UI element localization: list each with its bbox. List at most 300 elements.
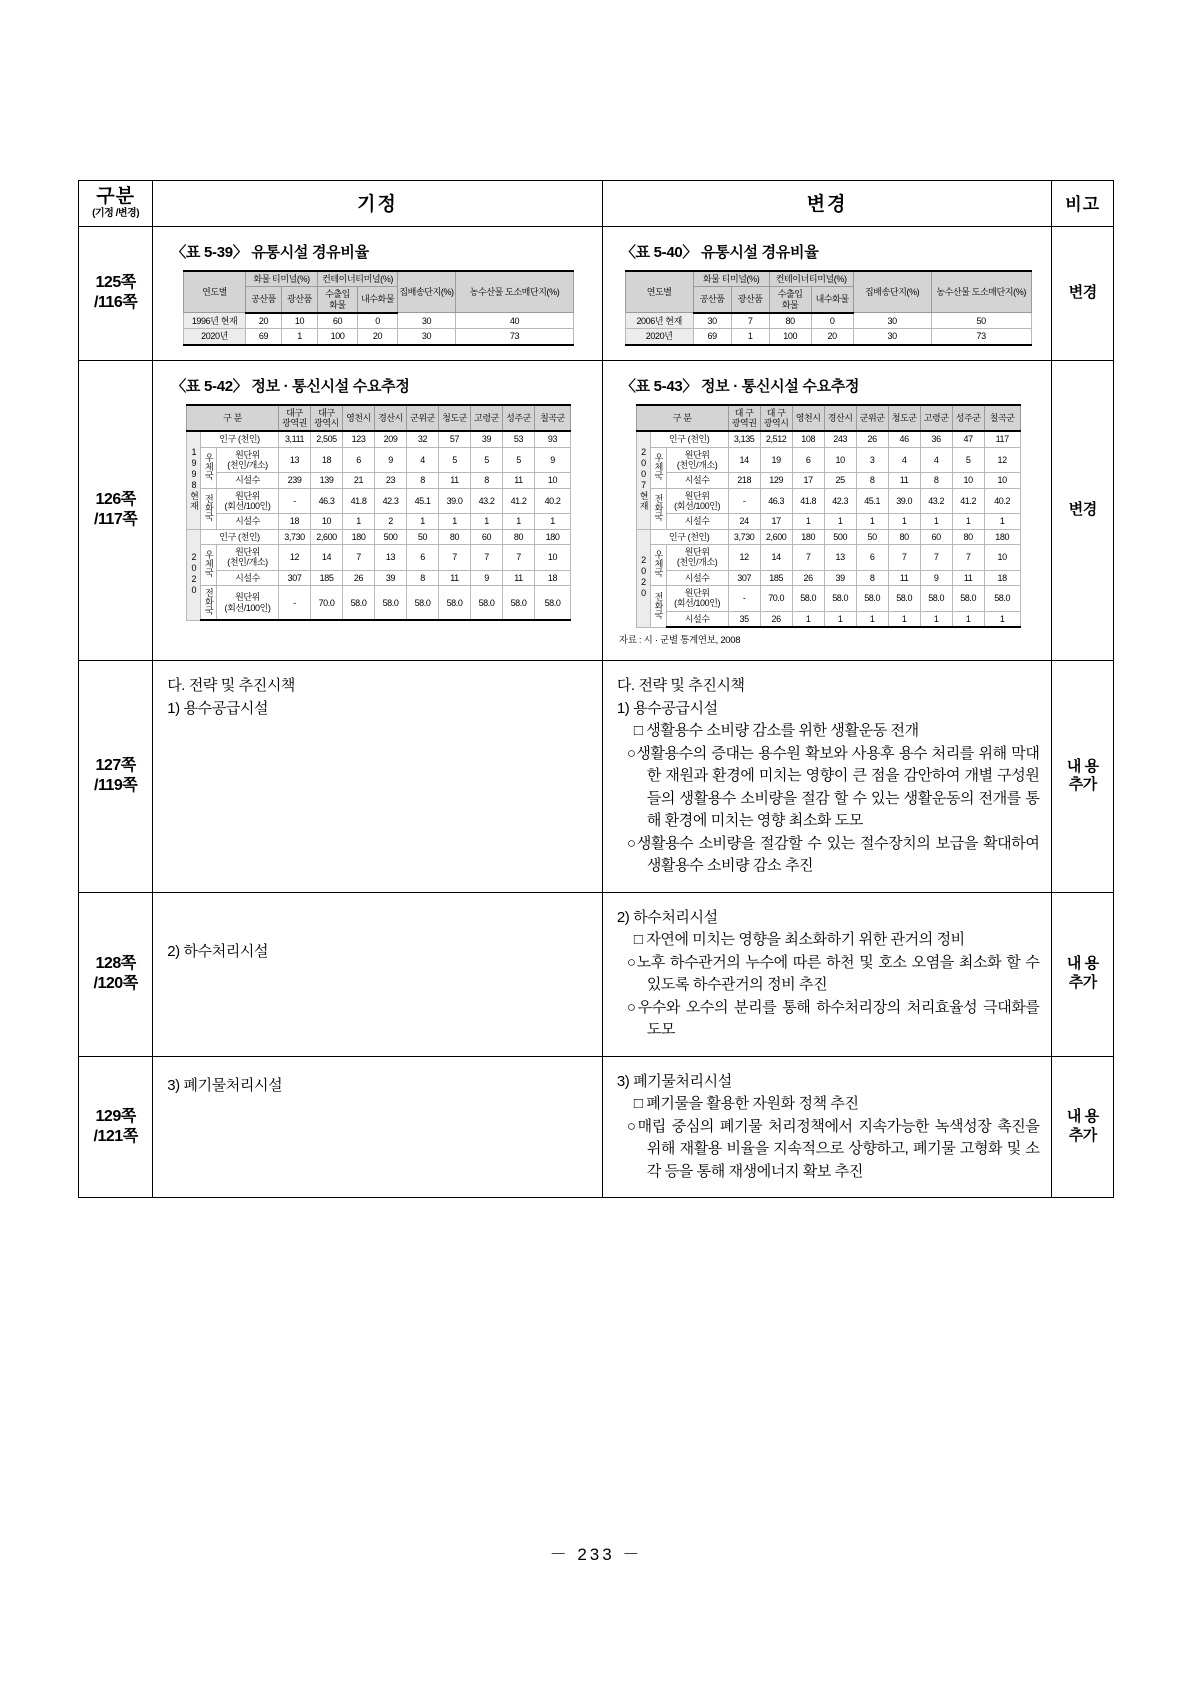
- data-cell: 50: [931, 313, 1031, 329]
- data-cell: 46: [888, 431, 920, 447]
- data-row: [184, 313, 574, 329]
- table-row: [79, 226, 1114, 360]
- col-header-year: 연도별: [625, 271, 693, 313]
- data-cell: 1: [824, 514, 856, 529]
- data-cell: 13: [375, 545, 407, 571]
- header-existing-label: 기정: [357, 194, 398, 216]
- data-cell: 26: [792, 570, 824, 585]
- data-cell: 4: [407, 447, 439, 473]
- table-row: [79, 360, 1114, 661]
- page-reference: 129쪽 /121쪽: [79, 1056, 153, 1198]
- data-cell: 58.0: [375, 586, 407, 621]
- data-cell: 7: [503, 545, 535, 571]
- data-cell: 7: [952, 545, 984, 571]
- table-row: [79, 1056, 1114, 1198]
- section-127-existing-text: [167, 675, 590, 720]
- section-128-existing-text: [167, 907, 590, 964]
- data-cell: 180: [535, 529, 571, 544]
- row-label: 시설수: [666, 473, 728, 488]
- data-cell: 80: [952, 529, 984, 544]
- data-cell: 1: [792, 514, 824, 529]
- row-label: 시설수: [217, 473, 279, 488]
- data-cell: 43.2: [471, 488, 503, 514]
- data-cell: 46.3: [760, 488, 792, 514]
- data-cell: 1: [888, 514, 920, 529]
- data-cell: 58.0: [856, 586, 888, 612]
- data-cell: 123: [343, 431, 375, 447]
- caption-table-5-40: 〈표 5-40〉 유통시설 경유비율: [620, 243, 819, 261]
- data-cell: 50: [407, 529, 439, 544]
- data-cell: 1: [471, 514, 503, 529]
- data-cell: 80: [439, 529, 471, 544]
- data-cell: 8: [407, 473, 439, 488]
- data-header-row: [625, 271, 1031, 287]
- remarks-cell: 내 용 추가: [1052, 661, 1114, 893]
- row-category: 우체국: [650, 447, 666, 488]
- source-note: 자료 : 시 · 군별 통계연보, 2008: [618, 635, 741, 647]
- data-cell: 80: [888, 529, 920, 544]
- data-cell: 30: [853, 329, 931, 345]
- data-cell: 185: [311, 570, 343, 585]
- header-gubun-subtitle: (기정 /변경): [92, 207, 140, 219]
- page-footer: － 233 －: [549, 1545, 643, 1564]
- row-label: 2020년: [184, 329, 246, 345]
- col-header-cargo-terminal: 화물 티미널(%): [693, 271, 769, 287]
- col-header-region: 청도군: [888, 405, 920, 432]
- row-category: 우체국: [201, 447, 217, 488]
- section-heading: 2) 하수처리시설: [167, 942, 269, 960]
- data-cell: 14: [728, 447, 760, 473]
- section-bullet-square: □ 폐기물을 활용한 자원화 정책 추진: [633, 1095, 859, 1113]
- cell-existing-542: [153, 360, 603, 661]
- row-label: 2006년 현재: [625, 313, 693, 329]
- data-cell: 11: [439, 570, 471, 585]
- page-reference: 128쪽 /120쪽: [79, 892, 153, 1056]
- data-cell: 8: [856, 473, 888, 488]
- row-category: 전화국: [201, 586, 217, 621]
- data-cell: 307: [279, 570, 311, 585]
- data-cell: 1: [856, 514, 888, 529]
- data-cell: 11: [439, 473, 471, 488]
- col-header-region: 대구 광역권: [279, 405, 311, 432]
- section-heading: 2) 하수처리시설: [616, 908, 718, 926]
- data-cell: 45.1: [856, 488, 888, 514]
- data-cell: 7: [792, 545, 824, 571]
- data-cell: 20: [811, 329, 853, 345]
- table-header-row: [79, 181, 1114, 227]
- data-cell: 24: [728, 514, 760, 529]
- comparison-table: [78, 180, 1114, 1198]
- row-label: 시설수: [217, 514, 279, 529]
- data-row: [636, 545, 1020, 571]
- data-cell: 10: [282, 313, 318, 329]
- data-cell: 9: [920, 570, 952, 585]
- data-row: [187, 586, 571, 621]
- data-row: [636, 611, 1020, 627]
- data-cell: 41.8: [343, 488, 375, 514]
- data-cell: 42.3: [824, 488, 856, 514]
- header-remarks-cell: [1052, 181, 1114, 227]
- data-cell: 73: [931, 329, 1031, 345]
- row-label: 원단위 (회선/100인): [217, 488, 279, 514]
- data-cell: 60: [471, 529, 503, 544]
- data-row: [625, 329, 1031, 345]
- data-cell: 9: [375, 447, 407, 473]
- section-heading: 1) 용수공급시설: [167, 699, 269, 717]
- row-group-year: 1998현재: [187, 431, 201, 529]
- data-cell: 6: [343, 447, 375, 473]
- data-cell: 30: [398, 313, 456, 329]
- row-label: 1996년 현재: [184, 313, 246, 329]
- data-cell: 10: [311, 514, 343, 529]
- data-row: [187, 529, 571, 544]
- data-cell: 3,111: [279, 431, 311, 447]
- col-header-region: 경산시: [375, 405, 407, 432]
- section-heading: 다. 전략 및 추진시책: [616, 677, 745, 695]
- cell-changed-sec128: [602, 892, 1052, 1056]
- data-cell: 39.0: [888, 488, 920, 514]
- data-cell: 17: [792, 473, 824, 488]
- data-cell: 10: [824, 447, 856, 473]
- data-cell: 10: [984, 473, 1020, 488]
- data-cell: 58.0: [984, 586, 1020, 612]
- row-group-year: 2020: [187, 529, 201, 620]
- data-row: [187, 431, 571, 447]
- data-cell: 69: [246, 329, 282, 345]
- data-cell: 1: [407, 514, 439, 529]
- data-cell: 41.2: [503, 488, 535, 514]
- data-cell: 39: [824, 570, 856, 585]
- header-existing-cell: [153, 181, 603, 227]
- col-header-gubun: 구 분: [636, 405, 728, 432]
- data-cell: 8: [471, 473, 503, 488]
- data-cell: 12: [728, 545, 760, 571]
- data-cell: 26: [760, 611, 792, 627]
- data-cell: 11: [503, 473, 535, 488]
- data-cell: 7: [439, 545, 471, 571]
- row-label-population: 인구 (천인): [650, 529, 728, 544]
- data-cell: 8: [407, 570, 439, 585]
- data-cell: 1: [920, 514, 952, 529]
- table-row: [79, 661, 1114, 893]
- data-cell: 218: [728, 473, 760, 488]
- data-cell: 5: [439, 447, 471, 473]
- data-cell: 73: [456, 329, 574, 345]
- data-cell: 14: [760, 545, 792, 571]
- section-heading: 3) 폐기물처리시설: [167, 1076, 283, 1094]
- data-cell: 5: [471, 447, 503, 473]
- data-cell: 7: [888, 545, 920, 571]
- data-cell: 30: [693, 313, 731, 329]
- data-cell: 1: [824, 611, 856, 627]
- data-cell: 2,600: [311, 529, 343, 544]
- cell-changed-543: [602, 360, 1052, 661]
- data-cell: 58.0: [535, 586, 571, 621]
- data-cell: -: [728, 488, 760, 514]
- data-row: [187, 473, 571, 488]
- col-header-region: 경산시: [824, 405, 856, 432]
- data-cell: 129: [760, 473, 792, 488]
- data-table-5-43: [636, 404, 1021, 629]
- cell-existing-sec129: [153, 1056, 603, 1198]
- col-header-agri-market: 농수산물 도소매단지(%): [456, 271, 574, 313]
- data-cell: 25: [824, 473, 856, 488]
- data-cell: 41.8: [792, 488, 824, 514]
- col-header-region: 고령군: [920, 405, 952, 432]
- data-cell: 1: [920, 611, 952, 627]
- data-cell: 10: [952, 473, 984, 488]
- data-cell: 1: [792, 611, 824, 627]
- row-label: 2020년: [625, 329, 693, 345]
- row-label: 시설수: [217, 570, 279, 585]
- data-cell: 47: [952, 431, 984, 447]
- data-cell: 12: [984, 447, 1020, 473]
- data-cell: 58.0: [343, 586, 375, 621]
- data-row: [187, 545, 571, 571]
- row-label: 원단위 (회선/100인): [666, 488, 728, 514]
- data-cell: 6: [407, 545, 439, 571]
- data-cell: 58.0: [439, 586, 471, 621]
- data-cell: 58.0: [792, 586, 824, 612]
- remarks-cell: 내 용 추가: [1052, 1056, 1114, 1198]
- col-subheader: 광산품: [731, 287, 769, 313]
- data-cell: 500: [824, 529, 856, 544]
- data-cell: 18: [311, 447, 343, 473]
- data-cell: 500: [375, 529, 407, 544]
- data-cell: 4: [888, 447, 920, 473]
- data-cell: 8: [856, 570, 888, 585]
- data-table-5-42: [186, 404, 571, 622]
- data-cell: 53: [503, 431, 535, 447]
- data-cell: 9: [535, 447, 571, 473]
- data-cell: 1: [535, 514, 571, 529]
- data-row: [187, 570, 571, 585]
- header-changed-cell: [602, 181, 1052, 227]
- data-cell: 1: [984, 611, 1020, 627]
- col-header-year: 연도별: [184, 271, 246, 313]
- row-label: 시설수: [666, 570, 728, 585]
- section-128-changed-text: [617, 907, 1040, 1042]
- data-cell: 45.1: [407, 488, 439, 514]
- col-header-region: 대 구 광역권: [728, 405, 760, 432]
- col-subheader: 공산품: [693, 287, 731, 313]
- section-bullet-circle: ○생활용수 소비량을 절감할 수 있는 절수장치의 보급을 확대하여 생활용수 소비량 감소 추진: [626, 834, 1040, 875]
- col-header-container-terminal: 컨테이너티미널(%): [318, 271, 398, 287]
- data-cell: 243: [824, 431, 856, 447]
- data-table-5-40: [625, 270, 1032, 346]
- data-cell: 0: [358, 313, 398, 329]
- data-cell: 18: [279, 514, 311, 529]
- remarks-cell: 변경: [1052, 226, 1114, 360]
- data-cell: 139: [311, 473, 343, 488]
- data-cell: 57: [439, 431, 471, 447]
- data-cell: 2,600: [760, 529, 792, 544]
- caption-table-5-42: 〈표 5-42〉 정보 · 통신시설 수요추정: [171, 377, 410, 395]
- data-cell: 58.0: [952, 586, 984, 612]
- row-label: 원단위 (천인/개소): [666, 447, 728, 473]
- data-row: [184, 329, 574, 345]
- row-label: 원단위 (천인/개소): [217, 545, 279, 571]
- data-cell: -: [728, 586, 760, 612]
- data-cell: 209: [375, 431, 407, 447]
- data-cell: 26: [343, 570, 375, 585]
- data-row: [636, 473, 1020, 488]
- section-bullet-circle: ○생활용수의 증대는 용수원 확보와 사용후 용수 처리를 위해 막대한 재원과 환경에 미치는 영향이 큰 점을 감안하여 개별 구성원들의 생활용수 소비량을 절감 할 수 있는 생활운동의 전개를 통해 환경에 미치는 영향 최소화 도모: [626, 744, 1040, 830]
- data-cell: 11: [888, 473, 920, 488]
- data-cell: 3,730: [728, 529, 760, 544]
- data-cell: 58.0: [824, 586, 856, 612]
- data-cell: 80: [503, 529, 535, 544]
- data-cell: 7: [920, 545, 952, 571]
- col-header-cargo-terminal: 화물 티미널(%): [246, 271, 318, 287]
- data-header-row: [636, 405, 1020, 432]
- data-row: [636, 447, 1020, 473]
- data-cell: 20: [358, 329, 398, 345]
- data-cell: 50: [856, 529, 888, 544]
- data-cell: 7: [343, 545, 375, 571]
- data-cell: 17: [760, 514, 792, 529]
- data-cell: 58.0: [471, 586, 503, 621]
- header-gubun-title: 구분: [96, 186, 135, 207]
- cell-existing-sec127: [153, 661, 603, 893]
- data-row: [625, 313, 1031, 329]
- data-cell: 7: [471, 545, 503, 571]
- col-header-region: 군위군: [856, 405, 888, 432]
- col-header-region: 칠곡군: [984, 405, 1020, 432]
- table-row: [79, 892, 1114, 1056]
- data-header-row: [184, 271, 574, 287]
- row-label: 시설수: [666, 514, 728, 529]
- data-cell: 60: [920, 529, 952, 544]
- data-cell: 42.3: [375, 488, 407, 514]
- section-bullet-circle: ○매립 중심의 폐기물 처리정책에서 지속가능한 녹색성장 촉진을 위해 재활용 비율을 지속적으로 상향하고, 폐기물 고형화 및 소각 등을 통해 재생에너지 확보 추진: [626, 1117, 1040, 1180]
- data-cell: 43.2: [920, 488, 952, 514]
- row-label-population: 인구 (천인): [650, 431, 728, 447]
- data-cell: 30: [853, 313, 931, 329]
- data-cell: 11: [952, 570, 984, 585]
- col-header-depot: 집배송단지(%): [853, 271, 931, 313]
- data-cell: 1: [888, 611, 920, 627]
- data-cell: 58.0: [888, 586, 920, 612]
- data-row: [636, 586, 1020, 612]
- data-cell: 0: [811, 313, 853, 329]
- data-cell: 4: [920, 447, 952, 473]
- row-label-population: 인구 (천인): [201, 529, 279, 544]
- data-cell: 40.2: [984, 488, 1020, 514]
- data-cell: 100: [318, 329, 358, 345]
- row-label: 원단위 (천인/개소): [666, 545, 728, 571]
- cell-changed-sec129: [602, 1056, 1052, 1198]
- section-129-changed-text: [617, 1071, 1040, 1184]
- data-cell: 239: [279, 473, 311, 488]
- data-cell: 40: [456, 313, 574, 329]
- row-label: 원단위 (천인/개소): [217, 447, 279, 473]
- data-cell: -: [279, 586, 311, 621]
- col-header-region: 고령군: [471, 405, 503, 432]
- data-cell: 39: [375, 570, 407, 585]
- data-cell: 13: [824, 545, 856, 571]
- data-cell: 69: [693, 329, 731, 345]
- data-cell: 80: [769, 313, 811, 329]
- col-header-depot: 집배송단지(%): [398, 271, 456, 313]
- col-header-region: 영천시: [792, 405, 824, 432]
- data-cell: 70.0: [311, 586, 343, 621]
- section-bullet-square: □ 자연에 미치는 영향을 최소화하기 위한 관거의 정비: [633, 931, 965, 949]
- data-cell: 14: [311, 545, 343, 571]
- data-cell: 58.0: [407, 586, 439, 621]
- header-gubun-cell: [79, 181, 153, 227]
- data-cell: 40.2: [535, 488, 571, 514]
- col-subheader: 내수화물: [358, 287, 398, 313]
- cell-changed-sec127: [602, 661, 1052, 893]
- data-cell: 1: [731, 329, 769, 345]
- data-cell: 1: [952, 611, 984, 627]
- data-cell: 307: [728, 570, 760, 585]
- section-bullet-circle: ○우수와 오수의 분리를 통해 하수처리장의 처리효율성 극대화를 도모: [626, 998, 1040, 1039]
- data-cell: 1: [439, 514, 471, 529]
- cell-changed-540: [602, 226, 1052, 360]
- col-header-agri-market: 농수산물 도소매단지(%): [931, 271, 1031, 313]
- data-cell: 6: [792, 447, 824, 473]
- data-cell: 39.0: [439, 488, 471, 514]
- data-cell: 20: [246, 313, 282, 329]
- data-cell: 6: [856, 545, 888, 571]
- data-cell: -: [279, 488, 311, 514]
- data-cell: 60: [318, 313, 358, 329]
- data-cell: 41.2: [952, 488, 984, 514]
- data-cell: 180: [984, 529, 1020, 544]
- data-cell: 5: [503, 447, 535, 473]
- data-cell: 3,730: [279, 529, 311, 544]
- row-label: 시설수: [666, 611, 728, 627]
- data-cell: 10: [535, 473, 571, 488]
- row-category: 전화국: [201, 488, 217, 529]
- data-cell: 46.3: [311, 488, 343, 514]
- row-category: 전화국: [650, 488, 666, 529]
- data-table-5-39: [183, 270, 574, 346]
- data-cell: 26: [856, 431, 888, 447]
- data-row: [187, 447, 571, 473]
- caption-table-5-43: 〈표 5-43〉 정보 · 통신시설 수요추정: [620, 377, 860, 395]
- header-remarks-label: 비고: [1065, 195, 1101, 215]
- data-cell: 19: [760, 447, 792, 473]
- col-subheader: 수출입 화물: [769, 287, 811, 313]
- col-header-region: 청도군: [439, 405, 471, 432]
- data-cell: 21: [343, 473, 375, 488]
- col-header-region: 영천시: [343, 405, 375, 432]
- data-cell: 93: [535, 431, 571, 447]
- data-cell: 36: [920, 431, 952, 447]
- data-cell: 1: [503, 514, 535, 529]
- col-subheader: 공산품: [246, 287, 282, 313]
- header-changed-label: 변경: [806, 194, 848, 216]
- caption-table-5-39: 〈표 5-39〉 유통시설 경유비율: [171, 243, 369, 261]
- row-label: 원단위 (회선/100인): [666, 586, 728, 612]
- data-cell: 70.0: [760, 586, 792, 612]
- data-cell: 11: [503, 570, 535, 585]
- data-cell: 10: [535, 545, 571, 571]
- row-category: 전화국: [650, 586, 666, 628]
- section-129-existing-text: [167, 1071, 590, 1098]
- data-cell: 30: [398, 329, 456, 345]
- data-cell: 117: [984, 431, 1020, 447]
- col-header-region: 대 구 광역시: [760, 405, 792, 432]
- document-page: [78, 180, 1114, 1198]
- data-header-row: [187, 405, 571, 432]
- remarks-cell: 내 용 추가: [1052, 892, 1114, 1056]
- data-cell: 108: [792, 431, 824, 447]
- data-row: [636, 431, 1020, 447]
